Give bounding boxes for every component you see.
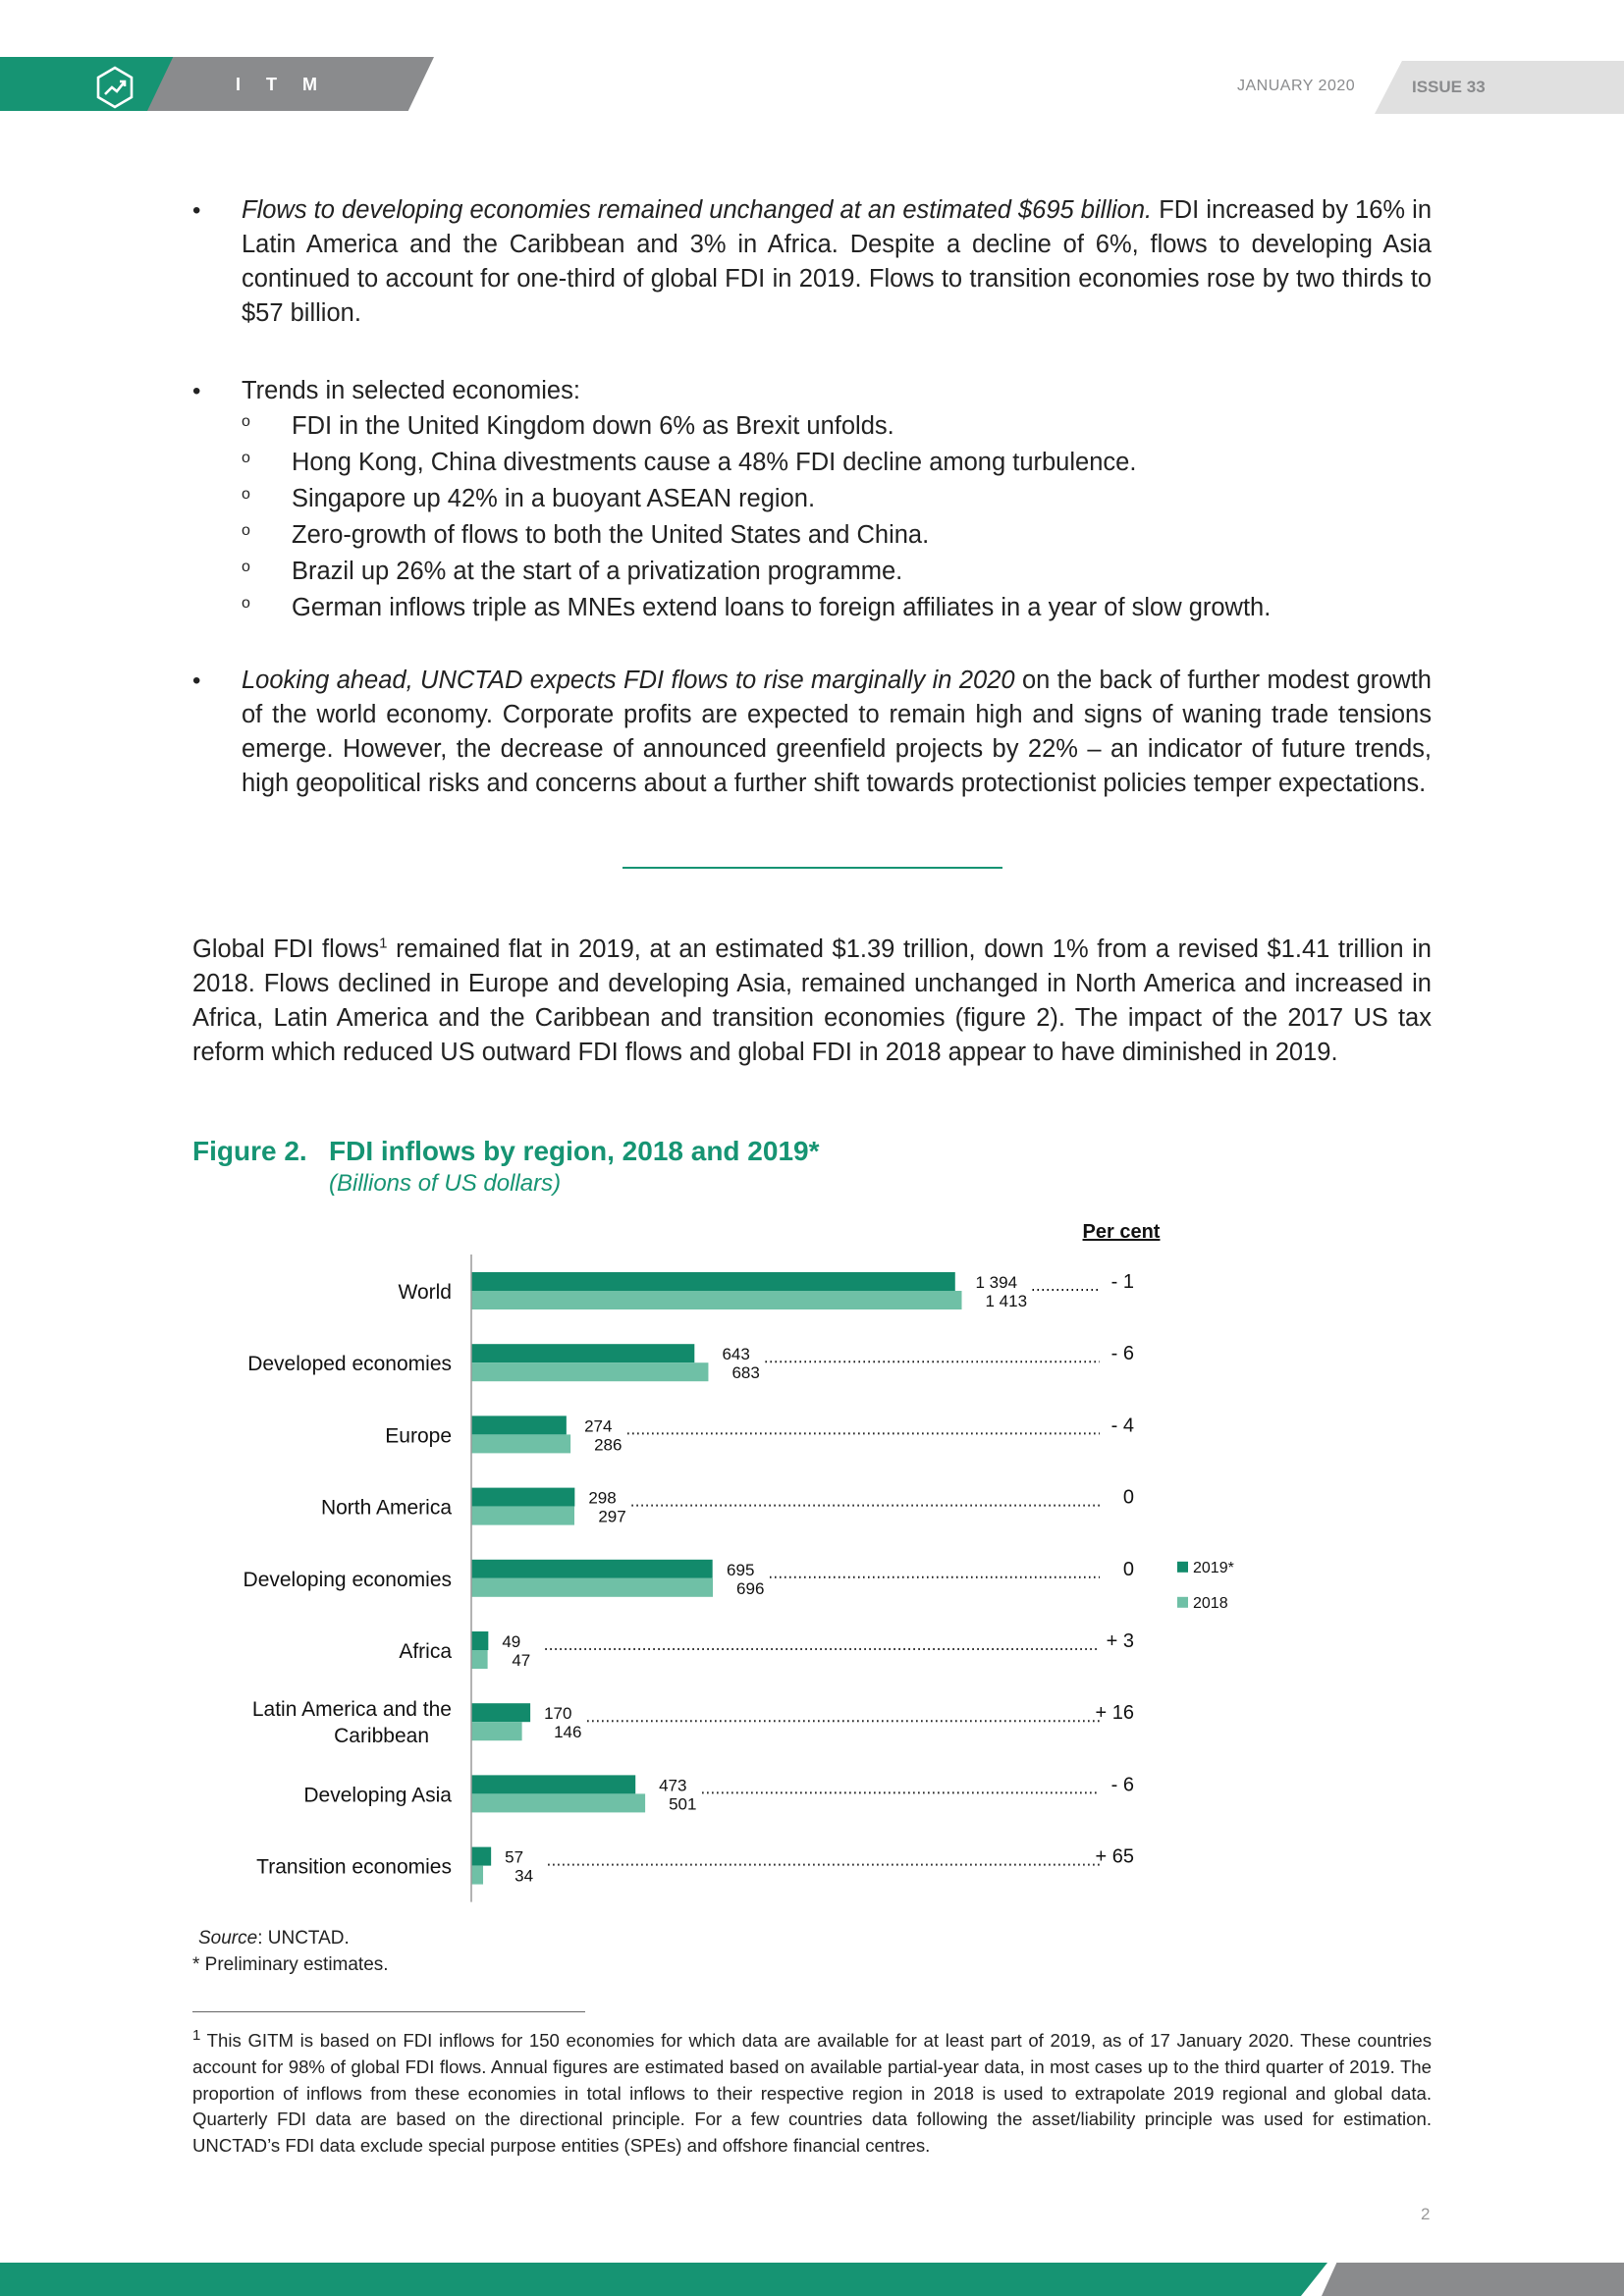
- value-label-2019-north-america: 298: [588, 1488, 617, 1508]
- footnote: $^1$ This GITM is based on FDI inflows for 150 economies for which data are available for at least part of 2019, as of 17 January 2020. These countries account for 98% of global FDI flows. Annual figures are estimated based on available partial-year data, in most cases up to the third quarter of 2019. The proportion of inflows from these economies in total inflows to their respective region in 2018 is used to extrapolate 2019 regional and global data. Quarterly FDI data are based on the directional principle. For a few countries data following the asset/liability principle was used for estimation. UNCTAD’s FDI data exclude special purpose entities (SPEs) and offshore financial centres.: [192, 2026, 1432, 2157]
- trend-arrow-icon: [92, 65, 137, 110]
- value-label-2018-transition-economies: 34: [514, 1866, 534, 1886]
- bar-2018-developed-economies: [471, 1362, 708, 1381]
- sub-item-hong-kong: o Hong Kong, China divestments cause a 48% FDI decline among turbulence.: [242, 446, 1136, 480]
- value-label-2018-developing-economies: 696: [736, 1578, 765, 1598]
- value-label-2018-latin-america-and-the-caribbean: 146: [554, 1723, 582, 1742]
- bar-2018-africa: [471, 1650, 488, 1669]
- value-label-2019-developed-economies: 643: [722, 1345, 750, 1364]
- global-fdi-paragraph: Global FDI flows$^1$ remained flat in 2019, at an estimated $1.39 trillion, down 1% from a revised $1.41 trillion in 2018. Flows declined in Europe and developing Asia, remained unchanged in North America and increased in Africa, Latin America and the Caribbean and transition economies (figure 2). The impact of the 2017 US tax reform which reduced US outward FDI flows and global FDI in 2018 appear to have diminished in 2019.: [192, 934, 1432, 1066]
- bar-2019-africa: [471, 1631, 488, 1650]
- percent-change-africa: + 3: [1106, 1630, 1134, 1652]
- fdi-inflows-chart: [216, 1217, 1296, 1924]
- header-brand: ITM: [236, 75, 343, 94]
- value-label-2019-world: 1 394: [975, 1273, 1018, 1292]
- percent-change-north-america: 0: [1122, 1486, 1134, 1509]
- percent-change-developing-economies: 0: [1122, 1558, 1134, 1580]
- percent-change-latin-america-and-the-caribbean: + 16: [1095, 1702, 1134, 1725]
- bar-2018-europe: [471, 1434, 570, 1453]
- category-label-north-america: North America: [320, 1496, 452, 1520]
- bullet-lead: Flows to developing economies remained unchanged at an estimated $695 billion.: [242, 196, 1153, 224]
- circle-bullet-icon: o: [242, 595, 250, 612]
- sub-item-germany: o German inflows triple as MNEs extend loans to foreign affiliates in a year of slow growth.: [242, 591, 1271, 625]
- value-label-2019-africa: 49: [502, 1632, 521, 1651]
- value-label-2019-developing-asia: 473: [659, 1776, 687, 1795]
- sub-item-us-china: o Zero-growth of flows to both the United States and China.: [242, 518, 929, 553]
- bar-2019-developing-asia: [471, 1775, 635, 1793]
- footer-gray-band: [1322, 2263, 1624, 2296]
- value-label-2019-latin-america-and-the-caribbean: 170: [544, 1704, 572, 1724]
- bullet-text: Trends in selected economies:: [242, 377, 580, 404]
- bullet-dot: •: [192, 667, 201, 694]
- bar-2018-north-america: [471, 1507, 574, 1525]
- legend-swatch-2019: [1177, 1562, 1188, 1573]
- bar-2019-developing-economies: [471, 1560, 713, 1578]
- percent-change-europe: - 4: [1110, 1415, 1134, 1437]
- value-label-2018-developed-economies: 683: [731, 1363, 760, 1383]
- bar-2019-europe: [471, 1415, 567, 1434]
- bullet-text: on the back of further modest growth of the world economy. Corporate profits are expected to remain high and signs of waning trade tensions emerge. However, the decrease of announced greenfield projects by 22% – an indicator of future trends, high geopolitical risks and concerns about a further shift towards protectionist policies temper expectations.: [242, 667, 1432, 797]
- value-label-2019-transition-economies: 57: [505, 1847, 524, 1867]
- bar-2018-developing-economies: [471, 1578, 713, 1597]
- value-label-2018-north-america: 297: [598, 1507, 626, 1526]
- bullet-looking-ahead: [192, 664, 1432, 801]
- percent-change-world: - 1: [1110, 1271, 1134, 1293]
- bullet-developing-economies: [192, 193, 1432, 331]
- legend-label-2019: 2019*: [1193, 1559, 1234, 1576]
- sub-item-uk: o FDI in the United Kingdom down 6% as Brexit unfolds.: [242, 409, 894, 444]
- category-label-developing-economies: Developing economies: [243, 1568, 452, 1591]
- circle-bullet-icon: o: [242, 486, 250, 503]
- value-label-2019-europe: 274: [584, 1416, 613, 1436]
- percent-change-transition-economies: + 65: [1095, 1845, 1134, 1868]
- category-label-latin-america-and-the-caribbean-line1: Latin America and the: [251, 1698, 452, 1722]
- category-label-developing-asia: Developing Asia: [303, 1784, 452, 1807]
- category-label-europe: Europe: [385, 1424, 452, 1448]
- figure-subtitle: (Billions of US dollars): [329, 1170, 562, 1197]
- bullet-dot: •: [192, 378, 201, 404]
- bar-2019-latin-america-and-the-caribbean: [471, 1703, 530, 1722]
- category-label-latin-america-and-the-caribbean-line2: Caribbean: [334, 1725, 429, 1748]
- bar-2019-north-america: [471, 1488, 574, 1507]
- category-label-transition-economies: Transition economies: [256, 1855, 452, 1879]
- legend-swatch-2018: [1177, 1597, 1188, 1608]
- percent-change-developed-economies: - 6: [1110, 1343, 1134, 1365]
- bullet-dot: •: [192, 197, 201, 224]
- bar-2019-developed-economies: [471, 1344, 694, 1362]
- bar-2018-developing-asia: [471, 1793, 645, 1812]
- header-date: JANUARY 2020: [1237, 78, 1356, 94]
- bar-2018-world: [471, 1291, 961, 1309]
- circle-bullet-icon: o: [242, 413, 250, 430]
- header-green-band: [0, 57, 177, 111]
- bar-2018-transition-economies: [471, 1866, 483, 1885]
- figure-title: FDI inflows by region, 2018 and 2019*: [329, 1136, 820, 1166]
- category-label-world: World: [398, 1281, 452, 1304]
- bullet-selected-economies: [192, 374, 1432, 408]
- value-label-2019-developing-economies: 695: [727, 1560, 755, 1579]
- value-label-2018-africa: 47: [512, 1651, 531, 1670]
- sub-item-singapore: o Singapore up 42% in a buoyant ASEAN region.: [242, 482, 815, 516]
- percent-header: Per cent: [1082, 1221, 1161, 1243]
- chart-source: Source: UNCTAD.: [198, 1928, 350, 1949]
- bar-2019-world: [471, 1272, 955, 1291]
- percent-change-developing-asia: - 6: [1110, 1774, 1134, 1796]
- circle-bullet-icon: o: [242, 522, 250, 539]
- footer-green-band: [0, 2263, 1327, 2296]
- category-label-africa: Africa: [399, 1640, 452, 1663]
- circle-bullet-icon: o: [242, 559, 250, 575]
- category-label-developed-economies: Developed economies: [247, 1353, 452, 1376]
- header-issue: ISSUE 33: [1412, 78, 1486, 96]
- chart-note: * Preliminary estimates.: [192, 1954, 389, 1975]
- circle-bullet-icon: o: [242, 450, 250, 466]
- value-label-2018-developing-asia: 501: [669, 1794, 697, 1814]
- legend-label-2018: 2018: [1193, 1594, 1228, 1612]
- bar-2019-transition-economies: [471, 1847, 491, 1866]
- bullet-lead: Looking ahead, UNCTAD expects FDI flows to rise marginally in 2020: [242, 667, 1015, 694]
- bar-2018-latin-america-and-the-caribbean: [471, 1722, 522, 1740]
- sub-item-brazil: o Brazil up 26% at the start of a privatization programme.: [242, 555, 902, 589]
- figure-number: Figure 2.: [192, 1136, 307, 1166]
- footnote-rule: [192, 2011, 585, 2012]
- footnote-mark: 1: [192, 2026, 201, 2044]
- value-label-2018-europe: 286: [594, 1435, 623, 1455]
- value-label-2018-world: 1 413: [985, 1292, 1028, 1310]
- page-number: 2: [1421, 2205, 1431, 2223]
- bullet-text: FDI increased by 16% in Latin America and the Caribbean and 3% in Africa. Despite a decline of 6%, flows to developing Asia continued to account for one-third of global FDI in 2019. Flows to transition economies rose by two thirds to $57 billion.: [242, 196, 1432, 327]
- footnote-mark: 1: [379, 934, 388, 952]
- section-divider: [623, 867, 1002, 869]
